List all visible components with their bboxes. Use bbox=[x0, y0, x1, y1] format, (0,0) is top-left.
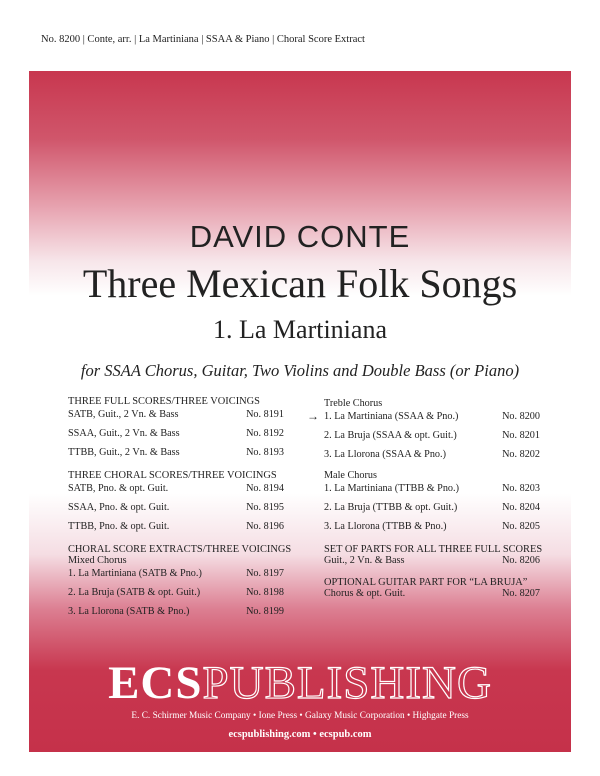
catalog-number: No. 8200 bbox=[502, 411, 540, 422]
catalog-number: No. 8196 bbox=[246, 521, 284, 532]
catalog-number: No. 8202 bbox=[502, 449, 540, 460]
catalog-row bbox=[324, 449, 546, 470]
catalog-row-label: SSAA, Pno. & opt. Guit. bbox=[68, 502, 170, 513]
catalog-row bbox=[68, 606, 290, 625]
catalog-row bbox=[324, 502, 546, 521]
choral-scores-heading: THREE CHORAL SCORES/THREE VOICINGS bbox=[68, 470, 277, 481]
extracts-heading: CHORAL SCORE EXTRACTS/THREE VOICINGS bbox=[68, 544, 292, 555]
catalog-row-current bbox=[307, 409, 546, 430]
catalog-row bbox=[324, 555, 546, 577]
catalog-row bbox=[324, 483, 546, 502]
catalog-row-label: 3. La Llorona (TTBB & Pno.) bbox=[324, 521, 447, 532]
catalog-number: No. 8191 bbox=[246, 409, 284, 420]
catalog-number: No. 8194 bbox=[246, 483, 284, 494]
publisher-logo bbox=[0, 657, 600, 709]
logo-ecs: ECS bbox=[108, 657, 203, 709]
catalog-row-label: TTBB, Guit., 2 Vn. & Bass bbox=[68, 447, 180, 458]
catalog-left-column bbox=[68, 396, 290, 625]
catalog-row-label: 2. La Bruja (TTBB & opt. Guit.) bbox=[324, 502, 458, 513]
catalog-number: No. 8204 bbox=[502, 502, 540, 513]
publisher-imprints: E. C. Schirmer Music Company • Ione Press • Galaxy Music Corporation • Highgate Press bbox=[131, 711, 469, 721]
catalog-row-label: TTBB, Pno. & opt. Guit. bbox=[68, 521, 170, 532]
full-scores-heading: THREE FULL SCORES/THREE VOICINGS bbox=[68, 396, 260, 407]
mixed-chorus-label: Mixed Chorus bbox=[68, 555, 127, 566]
catalog-row bbox=[68, 521, 290, 542]
catalog-number: No. 8207 bbox=[502, 588, 540, 599]
publisher-websites: ecspublishing.com • ecspub.com bbox=[228, 729, 372, 740]
catalog-row-label: 2. La Bruja (SATB & opt. Guit.) bbox=[68, 587, 201, 598]
catalog-right-column bbox=[307, 398, 546, 604]
catalog-number: No. 8198 bbox=[246, 587, 284, 598]
catalog-row-label: SATB, Pno. & opt. Guit. bbox=[68, 483, 169, 494]
catalog-number: No. 8192 bbox=[246, 428, 284, 439]
catalog-row bbox=[324, 430, 546, 449]
catalog-number: No. 8195 bbox=[246, 502, 284, 513]
right-arrow-icon: → bbox=[307, 409, 319, 423]
male-chorus-label: Male Chorus bbox=[324, 470, 377, 481]
composer-name: DAVID CONTE bbox=[189, 219, 411, 254]
treble-chorus-label: Treble Chorus bbox=[324, 398, 383, 409]
guitar-part-heading: OPTIONAL GUITAR PART FOR “LA BRUJA” bbox=[324, 577, 528, 588]
catalog-number: No. 8199 bbox=[246, 606, 284, 617]
catalog-number: No. 8203 bbox=[502, 483, 540, 494]
catalog-row-label: 3. La Llorona (SSAA & Pno.) bbox=[324, 449, 446, 460]
catalog-row-label: Chorus & opt. Guit. bbox=[324, 588, 406, 599]
catalog-number: No. 8205 bbox=[502, 521, 540, 532]
catalog-row-label: 1. La Martiniana (SATB & Pno.) bbox=[68, 568, 202, 579]
catalog-row-label: SSAA, Guit., 2 Vn. & Bass bbox=[68, 428, 180, 439]
catalog-number: No. 8193 bbox=[246, 447, 284, 458]
catalog-header-line: No. 8200 | Conte, arr. | La Martiniana | SSAA & Piano | Choral Score Extract bbox=[41, 34, 365, 45]
catalog-row bbox=[324, 521, 546, 544]
catalog-row bbox=[68, 568, 290, 587]
catalog-row bbox=[68, 409, 290, 428]
catalog-row-label: 2. La Bruja (SSAA & opt. Guit.) bbox=[324, 430, 457, 441]
work-title: Three Mexican Folk Songs bbox=[82, 261, 518, 306]
scoring-line: for SSAA Chorus, Guitar, Two Violins and Double Bass (or Piano) bbox=[80, 361, 520, 380]
catalog-row bbox=[68, 428, 290, 447]
catalog-number: No. 8197 bbox=[246, 568, 284, 579]
movement-title: 1. La Martiniana bbox=[213, 315, 387, 344]
catalog-row bbox=[324, 588, 546, 604]
catalog-row bbox=[68, 483, 290, 502]
catalog-number: No. 8206 bbox=[502, 555, 540, 566]
catalog-row-label: 1. La Martiniana (TTBB & Pno.) bbox=[324, 483, 459, 494]
catalog-number: No. 8201 bbox=[502, 430, 540, 441]
catalog-row bbox=[68, 447, 290, 468]
catalog-row bbox=[68, 502, 290, 521]
catalog-row-label: 1. La Martiniana (SSAA & Pno.) bbox=[324, 411, 459, 422]
parts-heading: SET OF PARTS FOR ALL THREE FULL SCORES bbox=[324, 544, 543, 555]
catalog-row bbox=[68, 587, 290, 606]
catalog-row-label: Guit., 2 Vn. & Bass bbox=[324, 555, 405, 566]
catalog-row-label: 3. La Llorona (SATB & Pno.) bbox=[68, 606, 190, 617]
logo-publishing: PUBLISHING bbox=[202, 657, 492, 709]
catalog-row-label: SATB, Guit., 2 Vn. & Bass bbox=[68, 409, 179, 420]
